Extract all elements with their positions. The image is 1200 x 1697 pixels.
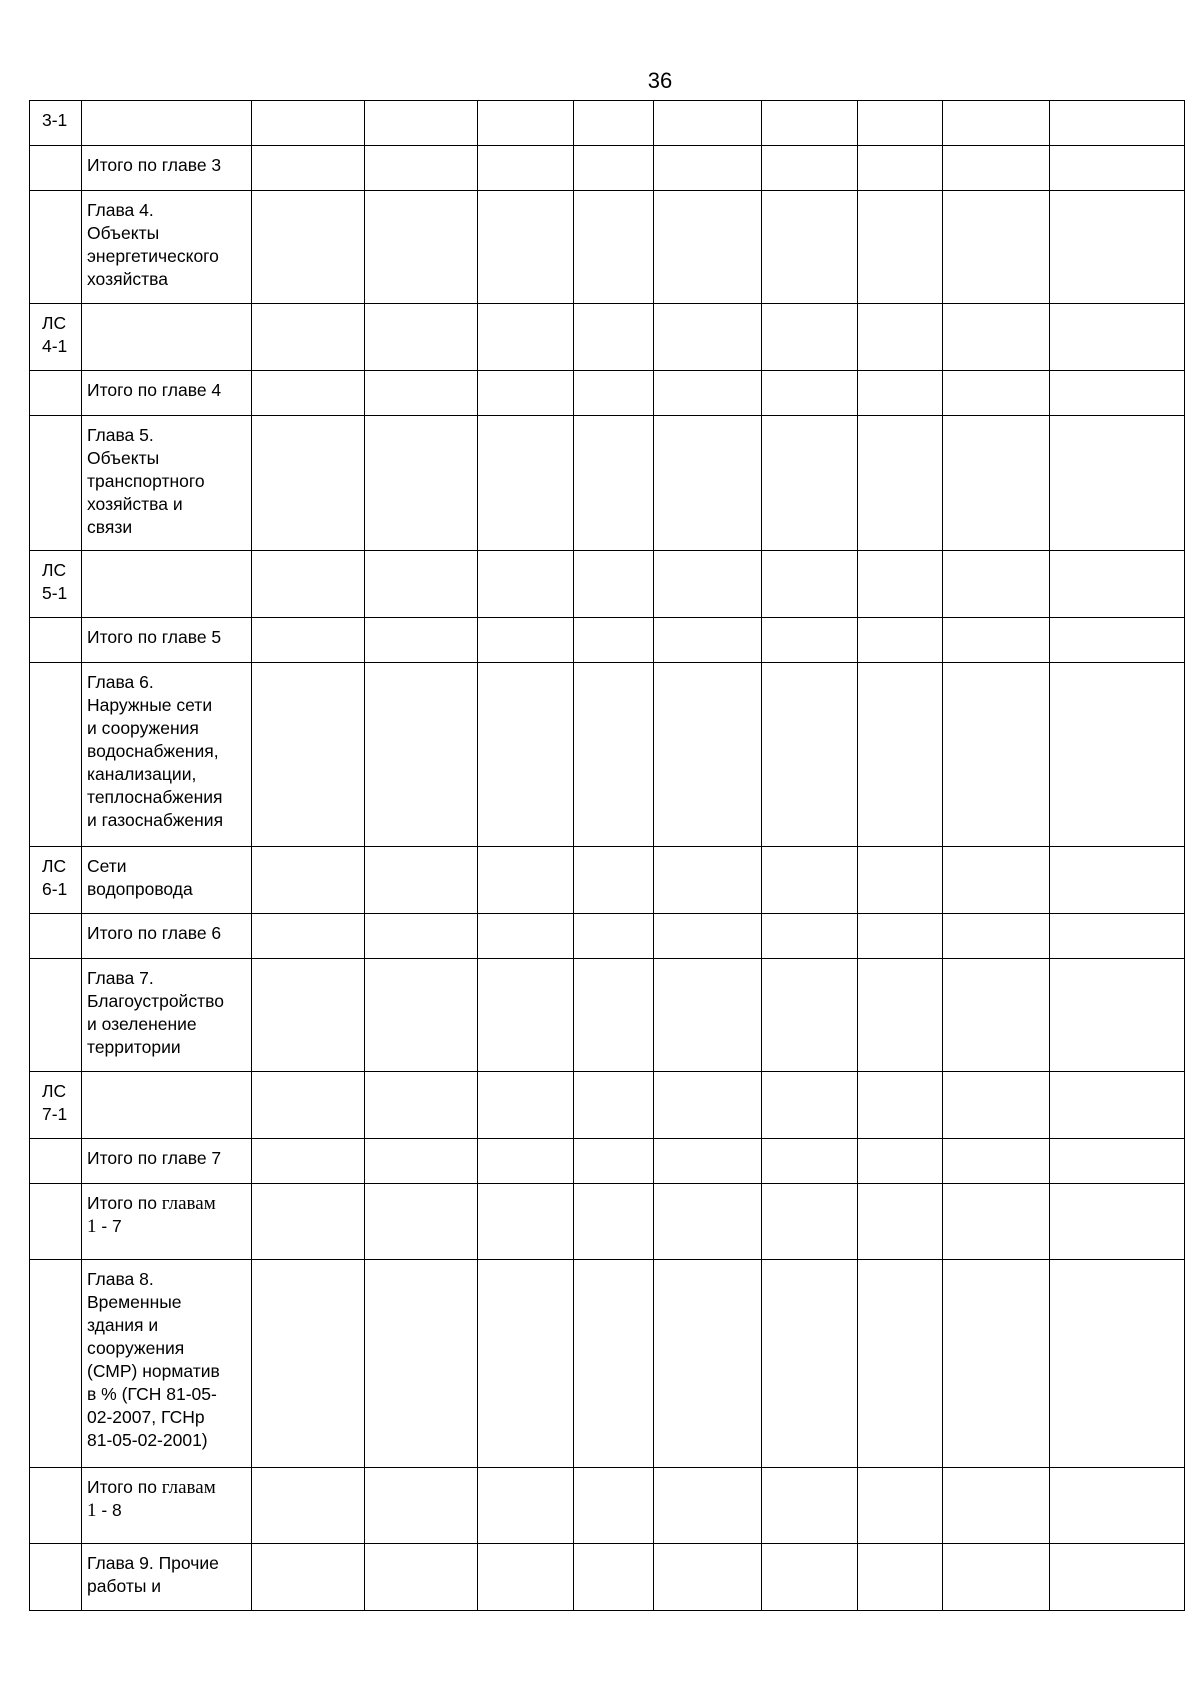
empty-cell <box>762 847 858 914</box>
empty-cell <box>858 146 943 191</box>
empty-cell <box>654 551 762 618</box>
empty-cell <box>365 371 478 416</box>
row-name-line: 1 - 8 <box>87 1500 122 1521</box>
row-name-cell <box>82 551 252 618</box>
empty-cell <box>574 1184 654 1260</box>
empty-cell <box>252 1544 365 1611</box>
empty-cell <box>654 1544 762 1611</box>
empty-cell <box>252 304 365 371</box>
row-name-cell <box>82 1184 252 1260</box>
empty-cell <box>943 1468 1050 1544</box>
row-name-line: Итого по главе 6 <box>87 923 222 943</box>
empty-cell <box>478 663 574 847</box>
row-code-cell <box>30 191 82 304</box>
table-row <box>30 146 1185 191</box>
empty-cell <box>252 914 365 959</box>
table-row <box>30 101 1185 146</box>
row-code-cell <box>30 1184 82 1260</box>
row-name-cell <box>82 847 252 914</box>
empty-cell <box>365 1139 478 1184</box>
row-code-cell <box>30 914 82 959</box>
empty-cell <box>1050 1260 1185 1468</box>
row-name-line: транспортного <box>87 471 205 491</box>
empty-cell <box>654 1072 762 1139</box>
row-name-line: Благоустройство <box>87 991 224 1011</box>
table-row <box>30 618 1185 663</box>
row-name-line: Итого по главе 3 <box>87 155 222 175</box>
table-row <box>30 416 1185 551</box>
empty-cell <box>943 1544 1050 1611</box>
empty-cell <box>1050 1139 1185 1184</box>
empty-cell <box>478 847 574 914</box>
row-name-line: 02-2007, ГСНр <box>87 1407 205 1427</box>
table-row <box>30 1468 1185 1544</box>
row-code-cell: ЛС 7-1 <box>30 1072 82 1139</box>
empty-cell <box>762 416 858 551</box>
empty-cell <box>654 618 762 663</box>
empty-cell <box>365 191 478 304</box>
empty-cell <box>365 914 478 959</box>
empty-cell <box>654 1184 762 1260</box>
empty-cell <box>478 416 574 551</box>
row-name-cell <box>82 959 252 1072</box>
row-name-cell <box>82 1260 252 1468</box>
empty-cell <box>943 101 1050 146</box>
table-row <box>30 1260 1185 1468</box>
row-name-line: и озеленение <box>87 1014 197 1034</box>
row-name-line: территории <box>87 1037 181 1057</box>
row-name-line: связи <box>87 517 133 537</box>
row-name-line: Итого по главе 4 <box>87 380 222 400</box>
empty-cell <box>478 146 574 191</box>
table-row <box>30 914 1185 959</box>
empty-cell <box>365 959 478 1072</box>
empty-cell <box>943 416 1050 551</box>
row-name-line: канализации, <box>87 764 197 784</box>
empty-cell <box>654 416 762 551</box>
row-code-cell <box>30 959 82 1072</box>
row-name-line: Наружные сети <box>87 695 213 715</box>
table-row <box>30 304 1185 371</box>
table-row <box>30 371 1185 416</box>
empty-cell <box>574 416 654 551</box>
row-name-line: энергетического <box>87 246 219 266</box>
table-row <box>30 1544 1185 1611</box>
row-name-line: Итого по главе 5 <box>87 627 222 647</box>
table-row <box>30 1072 1185 1139</box>
empty-cell <box>1050 914 1185 959</box>
row-name-line: Итого по главам <box>87 1477 216 1498</box>
empty-cell <box>478 101 574 146</box>
empty-cell <box>943 618 1050 663</box>
table-row <box>30 1184 1185 1260</box>
empty-cell <box>858 416 943 551</box>
page-number: 36 <box>647 68 673 93</box>
empty-cell <box>858 1072 943 1139</box>
empty-cell <box>574 1468 654 1544</box>
row-name-cell <box>82 101 252 146</box>
row-name-line: теплоснабжения <box>87 787 223 807</box>
empty-cell <box>365 847 478 914</box>
empty-cell <box>1050 1468 1185 1544</box>
empty-cell <box>574 847 654 914</box>
empty-cell <box>478 371 574 416</box>
empty-cell <box>252 1468 365 1544</box>
row-name-line: водопровода <box>87 879 193 899</box>
row-code-cell <box>30 1260 82 1468</box>
empty-cell <box>762 1260 858 1468</box>
row-name-cell <box>82 1468 252 1544</box>
table-row <box>30 959 1185 1072</box>
table-row <box>30 1139 1185 1184</box>
empty-cell <box>252 1184 365 1260</box>
empty-cell <box>365 101 478 146</box>
empty-cell <box>654 371 762 416</box>
empty-cell <box>478 551 574 618</box>
empty-cell <box>252 959 365 1072</box>
empty-cell <box>654 191 762 304</box>
empty-cell <box>365 416 478 551</box>
empty-cell <box>858 1544 943 1611</box>
empty-cell <box>365 1184 478 1260</box>
row-name-line: Глава 7. <box>87 968 154 988</box>
row-name-line: в % (ГСН 81-05- <box>87 1384 217 1404</box>
empty-cell <box>574 146 654 191</box>
empty-cell <box>574 618 654 663</box>
empty-cell <box>858 101 943 146</box>
empty-cell <box>858 663 943 847</box>
row-name-line: Объекты <box>87 448 160 468</box>
empty-cell <box>574 101 654 146</box>
empty-cell <box>574 1072 654 1139</box>
row-code-cell <box>30 1468 82 1544</box>
row-code-cell: ЛС 5-1 <box>30 551 82 618</box>
row-code-cell: ЛС 6-1 <box>30 847 82 914</box>
empty-cell <box>574 371 654 416</box>
row-name-line: хозяйства <box>87 269 168 289</box>
row-name-cell <box>82 371 252 416</box>
row-code-cell <box>30 663 82 847</box>
empty-cell <box>762 551 858 618</box>
empty-cell <box>365 551 478 618</box>
empty-cell <box>365 146 478 191</box>
row-name-line: (СМР) норматив <box>87 1361 220 1381</box>
row-name-line: хозяйства и <box>87 494 183 514</box>
empty-cell <box>252 1072 365 1139</box>
empty-cell <box>478 1139 574 1184</box>
empty-cell <box>654 1139 762 1184</box>
estimate-table-body <box>30 101 1185 1611</box>
row-name-cell <box>82 1139 252 1184</box>
empty-cell <box>478 959 574 1072</box>
row-name-line: Глава 8. <box>87 1269 154 1289</box>
empty-cell <box>252 618 365 663</box>
empty-cell <box>478 304 574 371</box>
empty-cell <box>252 191 365 304</box>
row-name-line: Итого по главам <box>87 1193 216 1214</box>
row-name-line: и сооружения <box>87 718 199 738</box>
empty-cell <box>943 551 1050 618</box>
empty-cell <box>943 1072 1050 1139</box>
empty-cell <box>654 847 762 914</box>
empty-cell <box>252 551 365 618</box>
empty-cell <box>943 1139 1050 1184</box>
row-name-cell <box>82 191 252 304</box>
row-code-cell <box>30 1544 82 1611</box>
empty-cell <box>478 1544 574 1611</box>
empty-cell <box>762 304 858 371</box>
row-name-line: Временные <box>87 1292 182 1312</box>
empty-cell <box>1050 663 1185 847</box>
empty-cell <box>252 847 365 914</box>
empty-cell <box>858 304 943 371</box>
row-code-cell: ЛС 4-1 <box>30 304 82 371</box>
empty-cell <box>943 914 1050 959</box>
empty-cell <box>858 959 943 1072</box>
row-code-cell <box>30 416 82 551</box>
empty-cell <box>858 914 943 959</box>
row-name-line: здания и <box>87 1315 159 1335</box>
empty-cell <box>252 416 365 551</box>
empty-cell <box>762 1072 858 1139</box>
empty-cell <box>943 663 1050 847</box>
empty-cell <box>654 914 762 959</box>
empty-cell <box>1050 146 1185 191</box>
empty-cell <box>574 304 654 371</box>
empty-cell <box>1050 1072 1185 1139</box>
row-name-cell <box>82 304 252 371</box>
row-name-line: Глава 6. <box>87 672 154 692</box>
empty-cell <box>478 1072 574 1139</box>
row-name-line: Объекты <box>87 223 160 243</box>
row-code-cell <box>30 371 82 416</box>
row-name-cell <box>82 416 252 551</box>
empty-cell <box>943 1260 1050 1468</box>
row-name-cell <box>82 914 252 959</box>
empty-cell <box>252 1260 365 1468</box>
empty-cell <box>574 959 654 1072</box>
row-name-line: Итого по главе 7 <box>87 1148 222 1168</box>
row-name-line: 81-05-02-2001) <box>87 1430 208 1450</box>
empty-cell <box>574 663 654 847</box>
row-name-line: водоснабжения, <box>87 741 219 761</box>
empty-cell <box>654 959 762 1072</box>
empty-cell <box>762 371 858 416</box>
empty-cell <box>478 1468 574 1544</box>
empty-cell <box>943 1184 1050 1260</box>
empty-cell <box>1050 959 1185 1072</box>
empty-cell <box>252 101 365 146</box>
empty-cell <box>858 371 943 416</box>
empty-cell <box>365 618 478 663</box>
empty-cell <box>478 1184 574 1260</box>
empty-cell <box>654 304 762 371</box>
row-name-cell <box>82 663 252 847</box>
empty-cell <box>1050 371 1185 416</box>
empty-cell <box>762 146 858 191</box>
empty-cell <box>943 847 1050 914</box>
empty-cell <box>654 101 762 146</box>
empty-cell <box>574 1260 654 1468</box>
empty-cell <box>762 663 858 847</box>
empty-cell <box>574 914 654 959</box>
row-name-line: Глава 5. <box>87 425 154 445</box>
empty-cell <box>1050 416 1185 551</box>
empty-cell <box>858 618 943 663</box>
empty-cell <box>762 101 858 146</box>
empty-cell <box>762 191 858 304</box>
empty-cell <box>762 1544 858 1611</box>
empty-cell <box>478 1260 574 1468</box>
empty-cell <box>762 618 858 663</box>
empty-cell <box>654 1260 762 1468</box>
empty-cell <box>858 847 943 914</box>
empty-cell <box>1050 191 1185 304</box>
empty-cell <box>858 1139 943 1184</box>
empty-cell <box>252 1139 365 1184</box>
empty-cell <box>574 191 654 304</box>
empty-cell <box>654 663 762 847</box>
empty-cell <box>762 1184 858 1260</box>
row-name-line: Глава 9. Прочие <box>87 1553 219 1573</box>
empty-cell <box>654 146 762 191</box>
row-name-line: Сети <box>87 856 127 876</box>
empty-cell <box>858 191 943 304</box>
table-row <box>30 663 1185 847</box>
empty-cell <box>365 304 478 371</box>
row-code-cell <box>30 1139 82 1184</box>
row-name-cell <box>82 618 252 663</box>
empty-cell <box>762 914 858 959</box>
empty-cell <box>1050 101 1185 146</box>
empty-cell <box>762 1139 858 1184</box>
empty-cell <box>762 959 858 1072</box>
empty-cell <box>365 1260 478 1468</box>
empty-cell <box>1050 1544 1185 1611</box>
empty-cell <box>252 371 365 416</box>
empty-cell <box>365 663 478 847</box>
empty-cell <box>365 1072 478 1139</box>
empty-cell <box>478 618 574 663</box>
empty-cell <box>943 304 1050 371</box>
empty-cell <box>943 371 1050 416</box>
empty-cell <box>858 1184 943 1260</box>
row-name-line: работы и <box>87 1576 162 1596</box>
table-row <box>30 551 1185 618</box>
empty-cell <box>574 1544 654 1611</box>
table-row <box>30 847 1185 914</box>
empty-cell <box>858 1468 943 1544</box>
row-name-line: Глава 4. <box>87 200 154 220</box>
empty-cell <box>574 551 654 618</box>
empty-cell <box>1050 551 1185 618</box>
empty-cell <box>478 191 574 304</box>
empty-cell <box>365 1544 478 1611</box>
empty-cell <box>1050 1184 1185 1260</box>
empty-cell <box>574 1139 654 1184</box>
empty-cell <box>654 1468 762 1544</box>
empty-cell <box>858 551 943 618</box>
empty-cell <box>943 191 1050 304</box>
empty-cell <box>943 146 1050 191</box>
row-name-cell <box>82 1072 252 1139</box>
row-code-cell <box>30 146 82 191</box>
empty-cell <box>1050 847 1185 914</box>
table-row <box>30 191 1185 304</box>
row-code-cell: 3-1 <box>30 101 82 146</box>
empty-cell <box>943 959 1050 1072</box>
estimate-table <box>29 100 1185 1611</box>
empty-cell <box>858 1260 943 1468</box>
empty-cell <box>252 146 365 191</box>
row-code-cell <box>30 618 82 663</box>
row-name-line: и газоснабжения <box>87 810 224 830</box>
empty-cell <box>1050 618 1185 663</box>
row-name-cell <box>82 1544 252 1611</box>
row-name-cell <box>82 146 252 191</box>
empty-cell <box>252 663 365 847</box>
row-name-line: 1 - 7 <box>87 1216 122 1237</box>
empty-cell <box>478 914 574 959</box>
empty-cell <box>1050 304 1185 371</box>
row-name-line: сооружения <box>87 1338 185 1358</box>
empty-cell <box>365 1468 478 1544</box>
empty-cell <box>762 1468 858 1544</box>
